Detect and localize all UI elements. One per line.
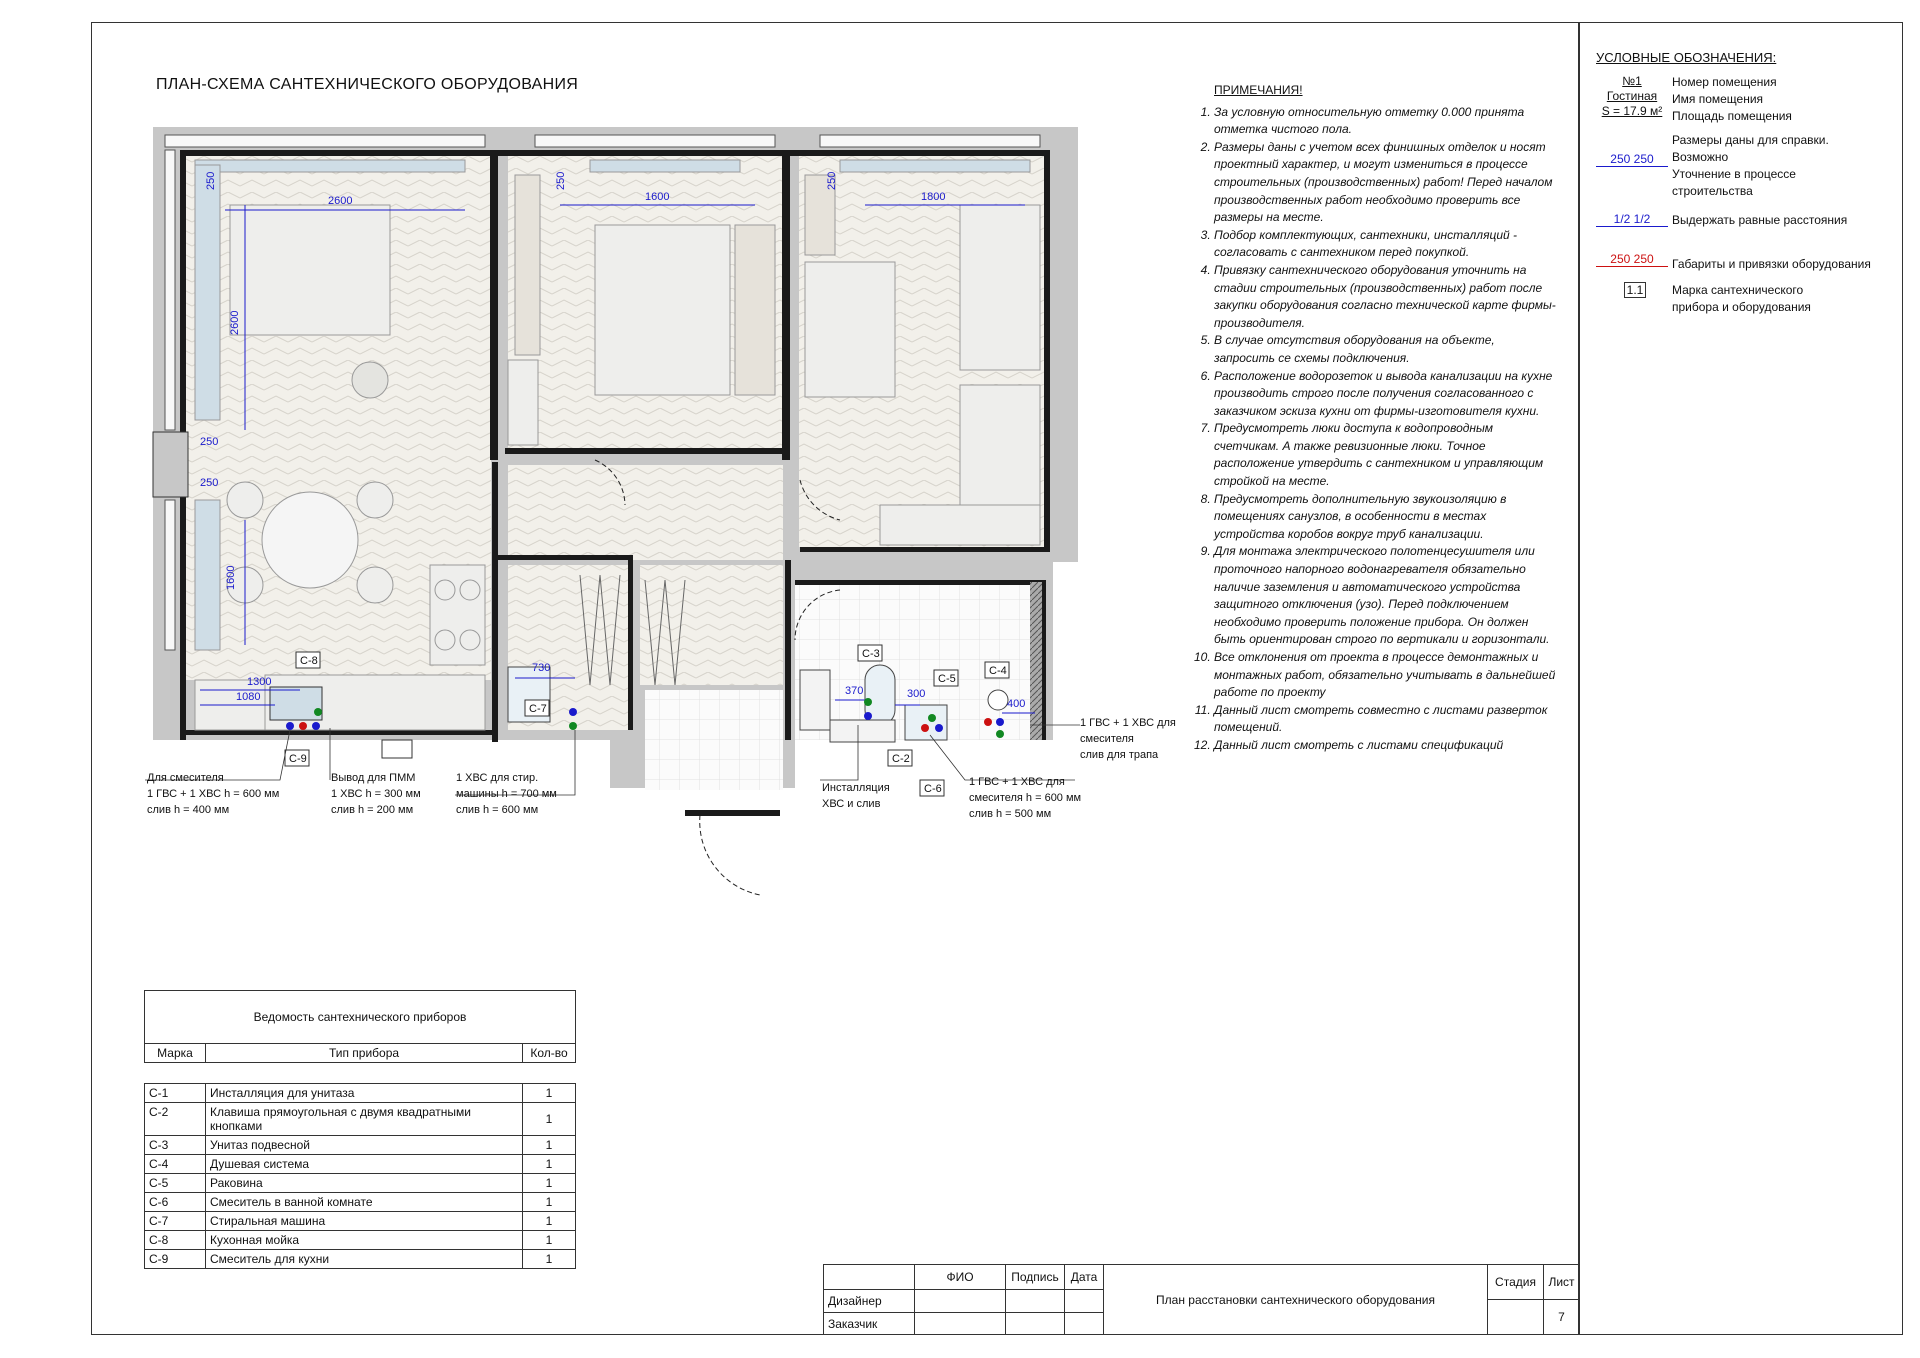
note-item: 3. Подбор комплектующих, сантехники, инсталляций - согласовать с сантехником перед покупкой. (1214, 227, 1558, 262)
spec-header-qty: Кол-во (523, 1044, 576, 1063)
callout-washer: 1 ХВС для стир. машины h = 700 мм слив h = 600 мм (456, 772, 557, 816)
mark-symbol: 1.1 (1624, 282, 1646, 298)
tb-customer-fio (914, 1312, 1006, 1335)
note-item: 1. За условную относительную отметку 0.000 принята отметка чистого пола. (1214, 104, 1558, 139)
dim-1300: 1300 (247, 676, 272, 688)
spec-table-header (144, 990, 576, 1063)
note-item: 5. В случае отсутствия оборудования на объекте, запросить се схемы подключения. (1214, 332, 1558, 367)
table-row: С-4 Душевая система 1 (145, 1155, 576, 1174)
red-text: Габариты и привязки оборудования (1672, 257, 1871, 271)
mark-c6: С-6 (924, 783, 942, 795)
tb-date: Дата (1064, 1264, 1104, 1290)
mark-c2: С-2 (892, 753, 910, 765)
tb-stage-value (1487, 1299, 1544, 1335)
table-row: С-7 Стиральная машина 1 (145, 1212, 576, 1231)
table-row: С-1 Инсталляция для унитаза 1 (145, 1084, 576, 1103)
tb-sign: Подпись (1005, 1264, 1065, 1290)
dim-1800-h: 1800 (921, 191, 946, 203)
entry-wall (685, 810, 780, 816)
tb-customer-sign (1005, 1312, 1065, 1335)
dim-370: 370 (845, 685, 864, 697)
pmm-outlet (382, 740, 412, 758)
legend (1596, 50, 1896, 314)
callout-bath-mixer: 1 ГВС + 1 ХВС для смесителя h = 600 мм слив h = 500 мм (969, 776, 1082, 820)
tb-designer-fio (914, 1289, 1006, 1313)
mark-c4: С-4 (989, 665, 1007, 677)
table-row: С-2 Клавиша прямоугольная с двумя квадратными кнопками 1 (145, 1103, 576, 1136)
table-row: С-5 Раковина 1 (145, 1174, 576, 1193)
spec-header-type: Тип прибора (206, 1044, 523, 1063)
column (153, 432, 188, 497)
dim-1080: 1080 (236, 691, 261, 703)
notes-list (1198, 104, 1558, 755)
dims-text: Размеры даны для справки. Возможно Уточнение в процессе строительства (1672, 133, 1829, 198)
tb-doc-title: План расстановки сантехнического оборудования (1103, 1264, 1488, 1335)
equal-text: Выдержать равные расстояния (1672, 213, 1848, 227)
dim-250-a: 250 (205, 171, 217, 190)
table-row: С-8 Кухонная мойка 1 (145, 1231, 576, 1250)
notes-heading: ПРИМЕЧАНИЯ! (1214, 83, 1303, 97)
dim-2600-v: 2600 (229, 310, 241, 335)
page-title: ПЛАН-СХЕМА САНТЕХНИЧЕСКОГО ОБОРУДОВАНИЯ (156, 76, 579, 93)
tb-fio: ФИО (914, 1264, 1006, 1290)
spec-header-mark: Марка (145, 1044, 206, 1063)
tb-customer: Заказчик (823, 1312, 915, 1335)
note-item: 10. Все отклонения от проекта в процессе демонтажных и монтажных работ, обязательно учитывать в дальнейшей работе по проекту (1214, 649, 1558, 702)
tb-designer-date (1064, 1289, 1104, 1313)
room-symbol: №1 Гостиная S = 17.9 м² (1601, 74, 1663, 118)
note-item: 6. Расположение водорозеток и вывода канализации на кухне производить строго после получения согласованного с заказчиком эскиза кухни от фирмы-изготовителя кухни. (1214, 368, 1558, 421)
shower-wall-hatch (1030, 582, 1042, 740)
kitchen-sink (270, 687, 322, 720)
note-item: 12. Данный лист смотреть с листами спецификаций (1214, 737, 1558, 755)
dim-2600-h: 2600 (328, 195, 353, 207)
dim-1600-v: 1600 (225, 565, 237, 590)
dim-250-d: 250 (200, 436, 219, 448)
mark-c7: С-7 (529, 703, 547, 715)
tb-designer: Дизайнер (823, 1289, 915, 1313)
note-item: 4. Привязку сантехнического оборудования уточнить на стадии строительных (производственных) работ после закупки оборудования согласно технической карте фирмы-производителя. (1214, 262, 1558, 332)
table-row: С-6 Смеситель в ванной комнате 1 (145, 1193, 576, 1212)
dim-400: 400 (1007, 698, 1026, 710)
mark-c8: С-8 (300, 655, 318, 667)
title-block (823, 1264, 1579, 1335)
table-row: С-9 Смеситель для кухни 1 (145, 1250, 576, 1269)
dim-1600-h: 1600 (645, 191, 670, 203)
callout-kitchen-mixer: Для смесителя 1 ГВС + 1 ХВС h = 600 мм слив h = 400 мм (147, 772, 280, 816)
note-item: 8. Предусмотреть дополнительную звукоизоляцию в помещениях санузлов, в особенности в местах устройства коробов вокруг труб канализации. (1214, 491, 1558, 544)
note-item: 9. Для монтажа электрического полотенцесушителя или проточного напорного водонагревателя обязательно наличие заземления и автоматического устройства защитного отключения (узо). Перед подключением необходимо проверить положение прибора. Он должен быть ориентирован строго по вертикали и горизонтали. (1214, 543, 1558, 649)
mark-text: Марка сантехнического прибора и оборудования (1672, 283, 1811, 314)
tb-sheet-num: 7 (1543, 1299, 1580, 1335)
callout-dishwasher: Вывод для ПММ 1 ХВС h = 300 мм слив h = 200 мм (331, 772, 421, 816)
note-item: 2. Размеры даны с учетом всех финишных отделок и носят проектный характер, и могут измениться в процессе строительных (производственных) работ! Перед началом производственных работ необходимо проверить все размеры на месте. (1214, 139, 1558, 227)
tb-customer-date (1064, 1312, 1104, 1335)
tb-empty (823, 1264, 915, 1290)
table-row: С-3 Унитаз подвесной 1 (145, 1136, 576, 1155)
notes-block (1198, 82, 1558, 755)
callout-shower: 1 ГВС + 1 ХВС для смесителя слив для трапа (1080, 717, 1176, 761)
legend-heading: УСЛОВНЫЕ ОБОЗНАЧЕНИЯ: (1596, 50, 1777, 65)
spec-table (144, 1083, 576, 1269)
callout-installation: Инсталляция ХВС и слив (822, 782, 890, 810)
dim-300: 300 (907, 688, 926, 700)
note-item: 11. Данный лист смотреть совместно с листами разверток помещений. (1214, 702, 1558, 737)
mark-c9: С-9 (289, 753, 307, 765)
tb-sheet: Лист (1543, 1264, 1580, 1300)
equal-symbol: 1/2 1/2 (1596, 212, 1668, 227)
spec-title: Ведомость сантехнического приборов (145, 991, 576, 1044)
tb-stage: Стадия (1487, 1264, 1544, 1300)
mark-c3: С-3 (862, 648, 880, 660)
dim-730: 730 (532, 662, 551, 674)
dim-250-c: 250 (826, 171, 838, 190)
dim-250-e: 250 (200, 477, 219, 489)
red-symbol: 250 250 (1596, 252, 1668, 267)
dim-250-b: 250 (555, 171, 567, 190)
tb-designer-sign (1005, 1289, 1065, 1313)
note-item: 7. Предусмотреть люки доступа к водопроводным счетчикам. А также ревизионные люки. Точное расположение утвердить с сантехником и управляющим стройкой на месте. (1214, 420, 1558, 490)
dims-symbol: 250 250 (1596, 152, 1668, 167)
room-text: Номер помещения Имя помещения Площадь помещения (1672, 75, 1792, 123)
mark-c5: С-5 (938, 673, 956, 685)
